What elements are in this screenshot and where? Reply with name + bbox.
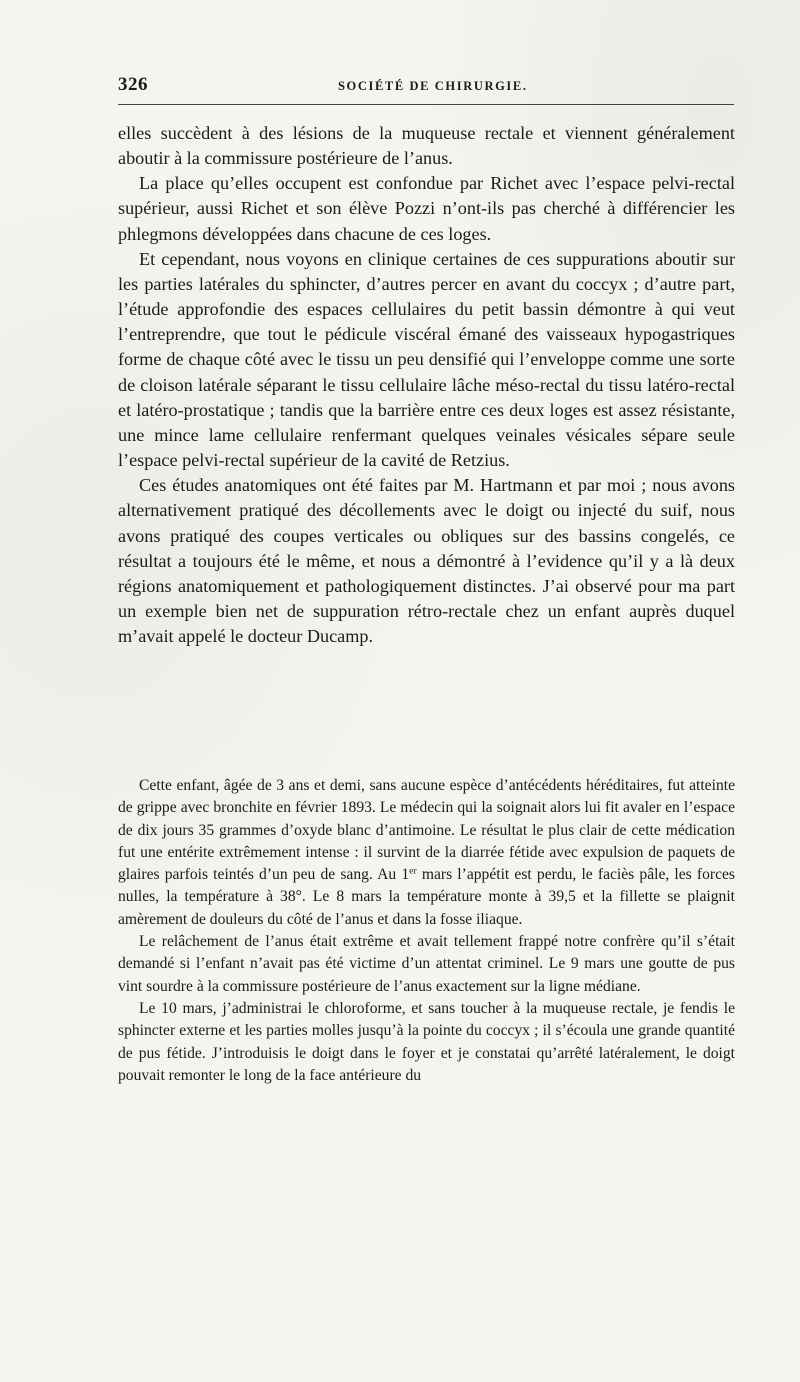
paragraph-2: La place qu’elles occupent est confondue par Richet avec l’espace pelvi-rectal supérieur, aussi Richet et son élève Pozzi n’ont-ils pas cherché à différencier les phlegmons développées dans chacune de ces loges.	[118, 173, 735, 244]
paragraph-4: Ces études anatomiques ont été faites par M. Hartmann et par moi ; nous avons alternativement pratiqué des décollements avec le doigt ou injecté du suif, nous avons pratiqué des coupes verticales ou obliques sur des bassins congelés, ce résultat a toujours été le même, et nous a démontré à l’evidence qu’il y a là deux régions anatomiquement et pathologiquement distinctes. J’ai observé pour ma part un exemple bien net de suppuration rétro-rectale chez un enfant auprès duquel m’avait appelé le docteur Ducamp.	[118, 475, 735, 647]
case-paragraph-1-end: mars l’appétit est perdu, le faciès pâle, les forces nulles, la température à 38°. Le 8 mars la température monte à 39,5 et la fillette se plaignit amèrement de douleurs du côté de l’anus et dans la fosse iliaque.	[118, 866, 736, 928]
page-number: 326	[118, 74, 148, 95]
case-paragraph-3: Le 10 mars, j’administrai le chloroforme, et sans toucher à la muqueuse rectale, je fendis le sphincter externe et les parties molles jusqu’à la pointe du coccyx ; il s’écoula une grande quantité de pus fétide. J’introduisis le doigt dans le foyer et je constatai qu’arrêté latéralement, le doigt pouvait remonter le long de la face antérieure du	[118, 999, 735, 1084]
case-paragraph-2: Le relâchement de l’anus était extrême et avait tellement frappé notre confrère qu’il s’était demandé si l’enfant n’avait pas été victime d’un attentat criminel. Le 9 mars une goutte de pus vint sourdre à la commissure postérieure de l’anus exactement sur la ligne médiane.	[118, 933, 735, 995]
paragraph-1: elles succèdent à des lésions de la muqueuse rectale et viennent généralement aboutir à la commissure postérieure de l’anus.	[118, 123, 735, 169]
ordinal-superscript: er	[409, 865, 417, 877]
case-report	[118, 775, 735, 1087]
case-paragraph-1	[118, 775, 735, 931]
main-text	[118, 121, 735, 649]
header-rule	[118, 104, 734, 105]
paragraph-3: Et cependant, nous voyons en clinique certaines de ces suppurations aboutir sur les parties latérales du sphincter, d’autres percer en avant du coccyx ; d’autre part, l’étude approfondie des espaces cellulaires du petit bassin démontre à qui veut l’entreprendre, que tout le pédicule viscéral émané des vaisseaux hypogastriques forme de chaque côté avec le tissu un peu densifié qui l’enveloppe comme une sorte de cloison latérale séparant le tissu cellulaire lâche méso-rectal du tissu latéro-rectal et latéro-prostatique ; tandis que la barrière entre ces deux loges est assez résistante, une mince lame cellulaire renfermant quelques veinales vésicales sépare seule l’espace pelvi-rectal supérieur de la cavité de Retzius.	[118, 248, 735, 471]
running-title: SOCIÉTÉ DE CHIRURGIE.	[338, 79, 528, 93]
case-paragraph-1-start: Cette enfant, âgée de 3 ans et demi, sans aucune espèce d’antécédents héréditaires, fut atteinte de grippe avec bronchite en février 1893. Le médecin qui la soignait alors lui fit avaler en l’espace de dix jours 35 grammes d’oxyde blanc d’antimoine. Le résultat le plus clair de cette médication fut une entérite extrêmement intense : il survint de la diarrée fétide avec expulsion de paquets de glaires parfois teintés d’un peu de sang. Au 1	[118, 777, 735, 884]
page-header	[118, 74, 734, 100]
